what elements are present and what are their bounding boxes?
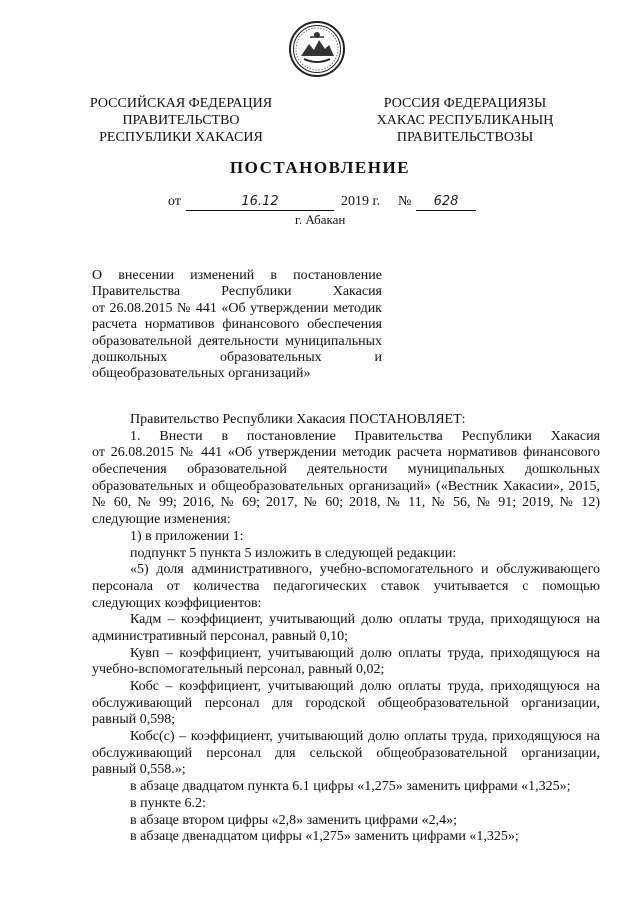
subject-line: общеобразовательных организаций» <box>92 366 311 382</box>
body-line: в абзаце втором цифры «2,8» заменить цифрами «2,4»; <box>130 812 457 828</box>
date-year: 2019 г. <box>341 194 381 209</box>
body-line: обслуживающий персонал для сельской общеобразовательной организации, <box>92 745 600 761</box>
body-line: Кувп – коэффициент, учитывающий долю оплаты труда, приходящуюся на <box>130 645 600 661</box>
header-left-line: ПРАВИТЕЛЬСТВО <box>122 113 240 128</box>
body-line: в абзаце двенадцатом цифры «1,275» заменить цифрами «1,325»; <box>130 829 519 845</box>
header-right-block <box>365 95 565 146</box>
date-number-line <box>0 194 640 214</box>
body-line: равный 0,558.»; <box>92 762 186 778</box>
body-line: административный персонал, равный 0,10; <box>92 628 348 644</box>
body-line: Кобс – коэффициент, учитывающий долю оплаты труда, приходящуюся на <box>130 679 600 694</box>
body-line: следующие изменения: <box>92 512 231 528</box>
city-label: г. Абакан <box>295 212 346 227</box>
date-handwritten: 16.12 <box>186 194 334 211</box>
body-line: подпункт 5 пункта 5 изложить в следующей редакции: <box>130 545 457 561</box>
body-line: в пункте 6.2: <box>130 795 206 811</box>
body-line: персонала от количества педагогических ставок учитывается с помощью <box>92 578 600 594</box>
body-line: образовательных и общеобразовательных организаций» («Вестник Хакасии», 2015, <box>92 478 600 494</box>
document-title: ПОСТАНОВЛЕНИЕ <box>229 158 411 177</box>
body-line: обслуживающий персонал для городской общеобразовательной организации, <box>92 695 600 711</box>
body-line: Правительство Республики Хакасия ПОСТАНОВЛЯЕТ: <box>130 412 466 427</box>
date-from-label: от <box>168 194 181 209</box>
header-right-line: РОССИЯ ФЕДЕРАЦИЯЗЫ <box>383 96 547 111</box>
subject-line: дошкольных образовательных и <box>92 349 382 365</box>
header-left-block <box>75 95 287 146</box>
body-line: Кобс(с) – коэффициент, учитывающий долю оплаты труда, приходящуюся на <box>130 729 600 745</box>
header-left-line: РЕСПУБЛИКИ ХАКАСИЯ <box>99 130 263 145</box>
number-handwritten: 628 <box>416 194 476 211</box>
subject-block <box>92 268 382 383</box>
body-line: учебно-вспомогательный персонал, равный 0,02; <box>92 662 385 678</box>
subject-line: О внесении изменений в постановление <box>92 268 382 283</box>
body-text <box>92 412 600 846</box>
body-line: обеспечения образовательной деятельности муниципальных дошкольных <box>92 462 600 478</box>
body-line: 1. Внести в постановление Правительства Республики Хакасия <box>130 428 600 444</box>
coat-of-arms-emblem <box>288 20 346 78</box>
subject-line: от 26.08.2015 № 441 «Об утверждении методик <box>92 300 382 316</box>
subject-line: образовательной деятельности муниципальных <box>92 333 382 349</box>
body-line: равный 0,598; <box>92 712 176 728</box>
body-line: № 60, № 99; 2016, № 69; 2017, № 60; 2018, № 11, № 56, № 91; 2019, № 12) <box>92 495 600 511</box>
body-line: от 26.08.2015 № 441 «Об утверждении методик расчета нормативов финансового <box>92 445 600 461</box>
header-right-line: ПРАВИТЕЛЬСТВОЗЫ <box>396 130 534 145</box>
body-line: 1) в приложении 1: <box>130 528 244 544</box>
body-line: Кадм – коэффициент, учитывающий долю оплаты труда, приходящуюся на <box>130 612 600 628</box>
body-line: следующих коэффициентов: <box>92 595 262 611</box>
subject-line: расчета нормативов финансового обеспечения <box>92 317 382 333</box>
body-line: в абзаце двадцатом пункта 6.1 цифры «1,275» заменить цифрами «1,325»; <box>130 779 571 795</box>
body-line: «5) доля административного, учебно-вспомогательного и обслуживающего <box>130 562 600 578</box>
subject-line: Правительства Республики Хакасия <box>92 284 382 300</box>
header-right-line: ХАКАС РЕСПУБЛИКАНЫҢ <box>376 113 554 128</box>
header-left-line: РОССИЙСКАЯ ФЕДЕРАЦИЯ <box>89 96 273 111</box>
number-label: № <box>398 194 412 209</box>
